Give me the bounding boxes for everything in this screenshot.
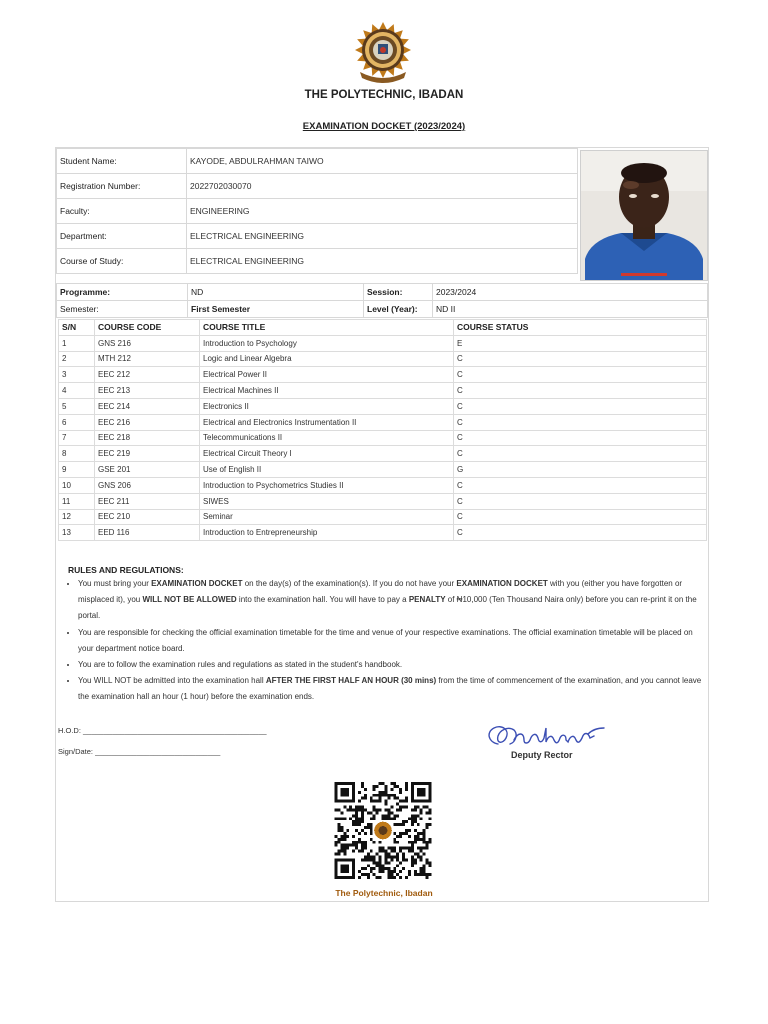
course-title: Electrical Machines II bbox=[200, 383, 454, 399]
course-title: Electronics II bbox=[200, 398, 454, 414]
student-name-row bbox=[57, 149, 578, 174]
rule-emphasis: AFTER THE FIRST HALF AN HOUR (30 mins) bbox=[265, 676, 437, 686]
course-sn: 2 bbox=[59, 351, 95, 367]
docket-title: EXAMINATION DOCKET (2023/2024) bbox=[302, 121, 466, 132]
course-table bbox=[58, 319, 707, 541]
hod-signature-line: H.O.D: ____________________________________________ bbox=[58, 726, 267, 735]
sign-date-line: Sign/Date: ______________________________ bbox=[58, 747, 221, 756]
programme-value: ND bbox=[188, 284, 364, 301]
polytechnic-logo bbox=[350, 22, 416, 84]
department-label: Department: bbox=[57, 224, 187, 249]
course-sn: 9 bbox=[59, 462, 95, 478]
course-code: EEC 216 bbox=[95, 414, 200, 430]
course-status: C bbox=[454, 430, 707, 446]
table-row bbox=[59, 414, 707, 430]
faculty-value: ENGINEERING bbox=[187, 199, 578, 224]
student-photo bbox=[580, 150, 708, 281]
column-header-code: COURSE CODE bbox=[95, 320, 200, 336]
table-row bbox=[59, 367, 707, 383]
rule-item bbox=[78, 657, 706, 673]
rules-list bbox=[66, 576, 706, 706]
table-row bbox=[59, 525, 707, 541]
faculty-label: Faculty: bbox=[57, 199, 187, 224]
course-status: E bbox=[454, 335, 707, 351]
table-row bbox=[59, 509, 707, 525]
course-status: C bbox=[454, 477, 707, 493]
course-status: C bbox=[454, 367, 707, 383]
table-row bbox=[59, 493, 707, 509]
course-code: GNS 216 bbox=[95, 335, 200, 351]
table-row bbox=[59, 430, 707, 446]
course-sn: 5 bbox=[59, 398, 95, 414]
course-code: EEC 219 bbox=[95, 446, 200, 462]
level-value: ND II bbox=[433, 301, 708, 318]
course-status: C bbox=[454, 351, 707, 367]
column-header-title: COURSE TITLE bbox=[200, 320, 454, 336]
course-code: EEC 210 bbox=[95, 509, 200, 525]
course-title: Logic and Linear Algebra bbox=[200, 351, 454, 367]
course-sn: 4 bbox=[59, 383, 95, 399]
deputy-rector-label: Deputy Rector bbox=[511, 750, 573, 760]
course-status: C bbox=[454, 509, 707, 525]
course-sn: 1 bbox=[59, 335, 95, 351]
table-row bbox=[59, 335, 707, 351]
course-title: Electrical and Electronics Instrumentation II bbox=[200, 414, 454, 430]
department-row bbox=[57, 224, 578, 249]
semester-value: First Semester bbox=[188, 301, 364, 318]
rule-emphasis: WILL NOT BE ALLOWED bbox=[142, 595, 237, 605]
session-label: Session: bbox=[364, 284, 433, 301]
rule-text: of ₦10,000 (Ten Thousand Naira only) before you can re-print it on the portal. bbox=[78, 595, 697, 621]
course-sn: 6 bbox=[59, 414, 95, 430]
course-title: Introduction to Psychometrics Studies II bbox=[200, 477, 454, 493]
table-row bbox=[59, 462, 707, 478]
course-title: Electrical Power II bbox=[200, 367, 454, 383]
table-row bbox=[59, 351, 707, 367]
programme-label: Programme: bbox=[57, 284, 188, 301]
registration-label: Registration Number: bbox=[57, 174, 187, 199]
course-title: Electrical Circuit Theory I bbox=[200, 446, 454, 462]
rule-text: You are responsible for checking the official examination timetable for the time and venue of your respective examinations. The official examination timetable will be placed on your department notice board. bbox=[78, 627, 693, 653]
table-row bbox=[59, 477, 707, 493]
course-sn: 8 bbox=[59, 446, 95, 462]
registration-value: 2022702030070 bbox=[187, 174, 578, 199]
course-code: EEC 218 bbox=[95, 430, 200, 446]
student-name-value: KAYODE, ABDULRAHMAN TAIWO bbox=[187, 149, 578, 174]
programme-row bbox=[57, 284, 708, 301]
course-status: C bbox=[454, 383, 707, 399]
course-title: SIWES bbox=[200, 493, 454, 509]
rule-text: from the time of commencement of the examination, and you cannot leave the examination hall an hour (1 hour) before the examination ends. bbox=[78, 676, 702, 702]
column-header-status: COURSE STATUS bbox=[454, 320, 707, 336]
course-status: G bbox=[454, 462, 707, 478]
course-code: EED 116 bbox=[95, 525, 200, 541]
course-code: EEC 211 bbox=[95, 493, 200, 509]
course-sn: 3 bbox=[59, 367, 95, 383]
rule-text: on the day(s) of the examination(s). If you do not have your bbox=[242, 579, 457, 588]
rule-emphasis: EXAMINATION DOCKET bbox=[456, 579, 548, 588]
course-code: MTH 212 bbox=[95, 351, 200, 367]
semester-row bbox=[57, 301, 708, 318]
course-of-study-row bbox=[57, 249, 578, 274]
column-header-sn: S/N bbox=[59, 320, 95, 336]
course-status: C bbox=[454, 525, 707, 541]
course-sn: 10 bbox=[59, 477, 95, 493]
course-sn: 7 bbox=[59, 430, 95, 446]
course-status: C bbox=[454, 398, 707, 414]
table-row bbox=[59, 446, 707, 462]
rule-emphasis: EXAMINATION DOCKET bbox=[151, 579, 243, 588]
rule-text: You must bring your bbox=[78, 579, 152, 588]
course-title: Use of English II bbox=[200, 462, 454, 478]
course-title: Introduction to Psychology bbox=[200, 335, 454, 351]
course-sn: 12 bbox=[59, 509, 95, 525]
course-of-study-value: ELECTRICAL ENGINEERING bbox=[187, 249, 578, 274]
table-row bbox=[59, 383, 707, 399]
course-status: C bbox=[454, 446, 707, 462]
course-title: Seminar bbox=[200, 509, 454, 525]
course-table-header bbox=[59, 320, 707, 336]
course-code: EEC 213 bbox=[95, 383, 200, 399]
student-info-table bbox=[56, 148, 578, 274]
rules-title: RULES AND REGULATIONS: bbox=[68, 565, 184, 575]
course-status: C bbox=[454, 493, 707, 509]
session-value: 2023/2024 bbox=[433, 284, 708, 301]
rule-emphasis: PENALTY bbox=[408, 595, 446, 605]
semester-label: Semester: bbox=[57, 301, 188, 318]
course-status: C bbox=[454, 414, 707, 430]
rule-text: You are to follow the examination rules and regulations as stated in the student's handbook. bbox=[78, 660, 403, 670]
rule-text: into the examination hall. You will have to pay a bbox=[236, 595, 409, 605]
course-sn: 11 bbox=[59, 493, 95, 509]
deputy-rector-signature bbox=[484, 718, 610, 752]
table-row bbox=[59, 398, 707, 414]
course-sn: 13 bbox=[59, 525, 95, 541]
course-title: Telecommunications II bbox=[200, 430, 454, 446]
course-of-study-label: Course of Study: bbox=[57, 249, 187, 274]
qr-code bbox=[332, 782, 434, 879]
rule-text: with you (either you have forgotten or misplaced it), you bbox=[78, 579, 683, 605]
faculty-row bbox=[57, 199, 578, 224]
course-code: EEC 212 bbox=[95, 367, 200, 383]
department-value: ELECTRICAL ENGINEERING bbox=[187, 224, 578, 249]
rule-item bbox=[78, 625, 706, 657]
course-title: Introduction to Entrepreneurship bbox=[200, 525, 454, 541]
programme-meta-table bbox=[56, 283, 708, 318]
rule-item bbox=[78, 576, 706, 625]
course-code: EEC 214 bbox=[95, 398, 200, 414]
rule-text: You WILL NOT be admitted into the examination hall bbox=[78, 676, 266, 686]
level-label: Level (Year): bbox=[364, 301, 433, 318]
registration-row bbox=[57, 174, 578, 199]
footer-institution-name: The Polytechnic, Ibadan bbox=[335, 888, 433, 898]
institution-title: THE POLYTECHNIC, IBADAN bbox=[304, 89, 464, 101]
rule-item bbox=[78, 673, 706, 705]
course-code: GSE 201 bbox=[95, 462, 200, 478]
course-code: GNS 206 bbox=[95, 477, 200, 493]
passport-portrait bbox=[581, 151, 707, 280]
student-name-label: Student Name: bbox=[57, 149, 187, 174]
